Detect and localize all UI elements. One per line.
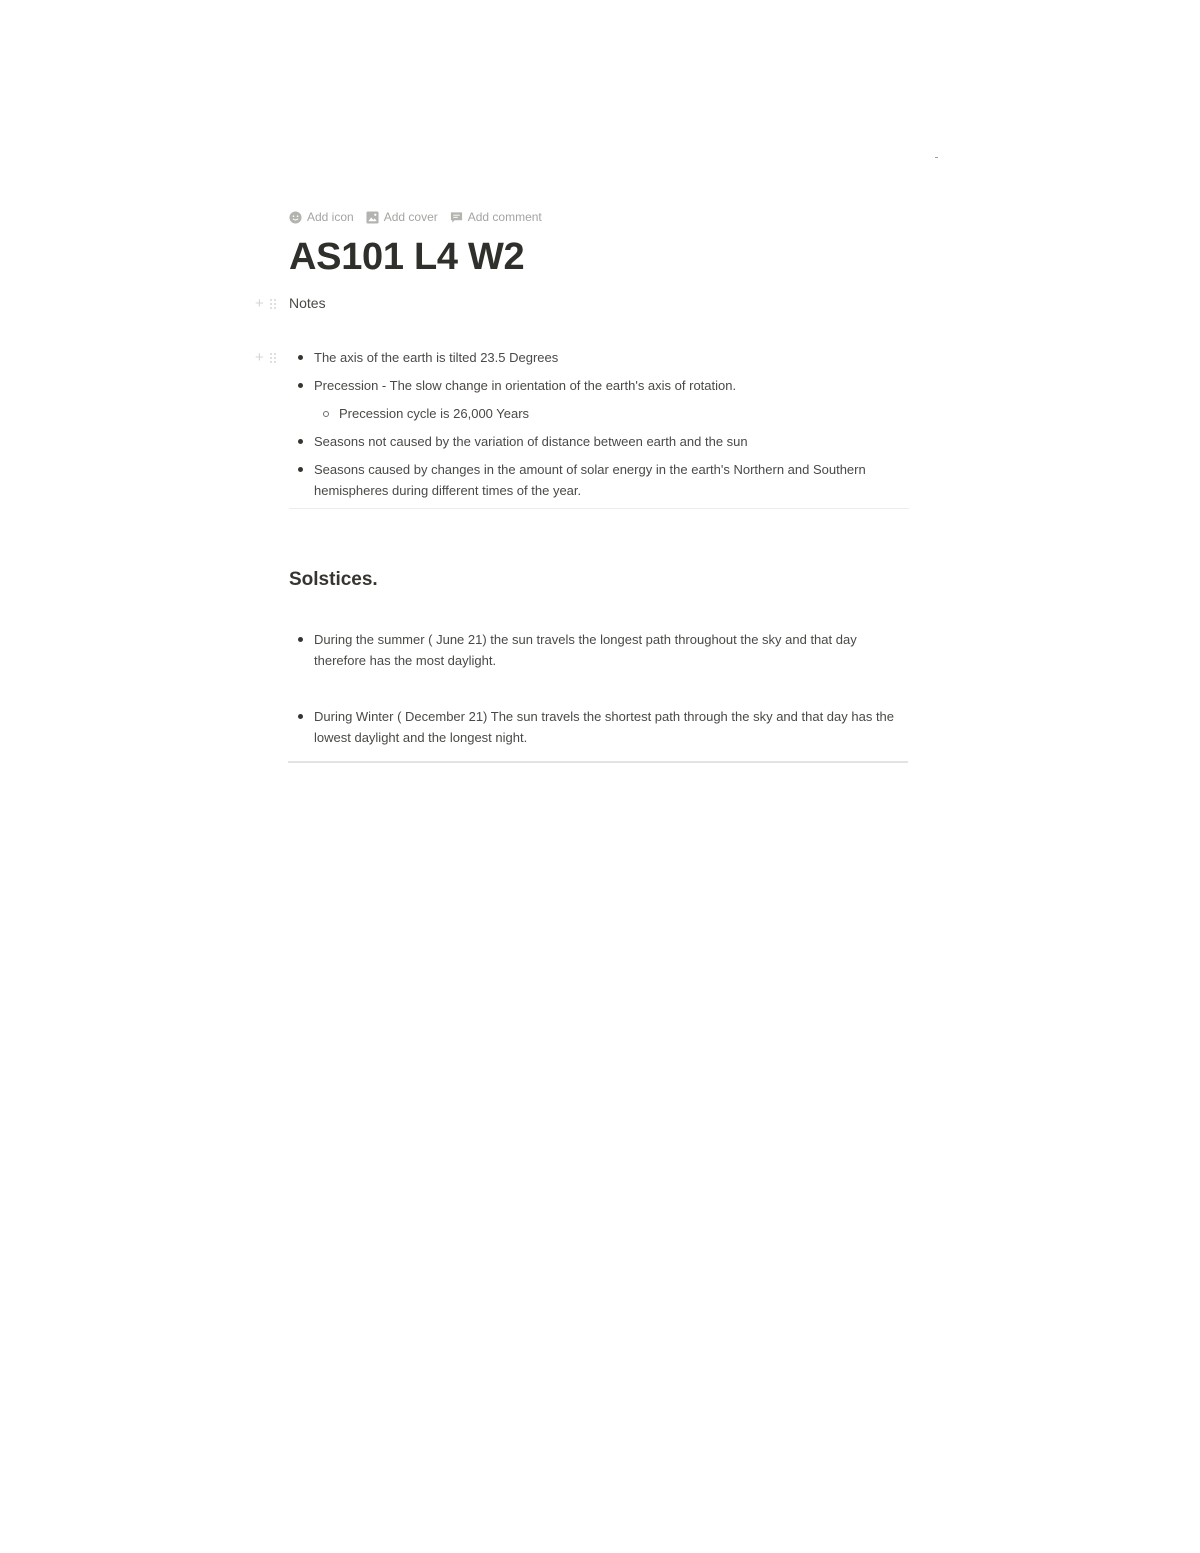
list-item[interactable]: During the summer ( June 21) the sun travels the longest path throughout the sky and that day therefore has the most daylight. [289,629,909,671]
plus-icon[interactable]: + [255,349,264,366]
bulleted-list [289,629,909,748]
nested-list-item[interactable]: Precession cycle is 26,000 Years [314,403,909,424]
list-item[interactable]: Seasons not caused by the variation of distance between earth and the sun [289,431,909,452]
drag-handle-icon[interactable] [270,299,276,309]
page-title[interactable]: AS101 L4 W2 [289,236,525,278]
list-item[interactable]: Seasons caused by changes in the amount of solar energy in the earth's Northern and Southern hemispheres during different times of the year. [289,459,909,501]
plus-icon[interactable]: + [255,295,264,312]
notes-label[interactable]: Notes [289,295,326,311]
block-handles [255,296,276,312]
divider [289,508,909,509]
bulleted-list [289,347,909,501]
list-item[interactable] [289,375,909,424]
list-item[interactable]: During Winter ( December 21) The sun travels the shortest path through the sky and that day has the lowest daylight and the longest night. [289,706,909,748]
comment-icon [450,211,463,224]
drag-handle-icon[interactable] [270,353,276,363]
section-heading[interactable]: Solstices. [289,569,378,590]
list-item[interactable]: The axis of the earth is tilted 23.5 Degrees [289,347,909,368]
block-handles [255,350,276,366]
add-comment-button[interactable] [450,210,542,224]
notes-list-block [255,347,909,509]
add-cover-label: Add cover [383,210,438,224]
notes-block[interactable] [255,294,909,312]
add-icon-button[interactable] [289,210,354,224]
corner-mark [935,157,938,158]
nested-list [314,403,909,424]
add-comment-label: Add comment [467,210,542,224]
image-icon [366,211,379,224]
page-controls [289,206,909,228]
list-item-text: Precession - The slow change in orientation of the earth's axis of rotation. [314,378,737,393]
add-icon-label: Add icon [307,210,354,224]
add-cover-button[interactable] [366,210,438,224]
smiley-icon [289,211,302,224]
page-content [255,206,909,763]
divider [288,761,908,763]
